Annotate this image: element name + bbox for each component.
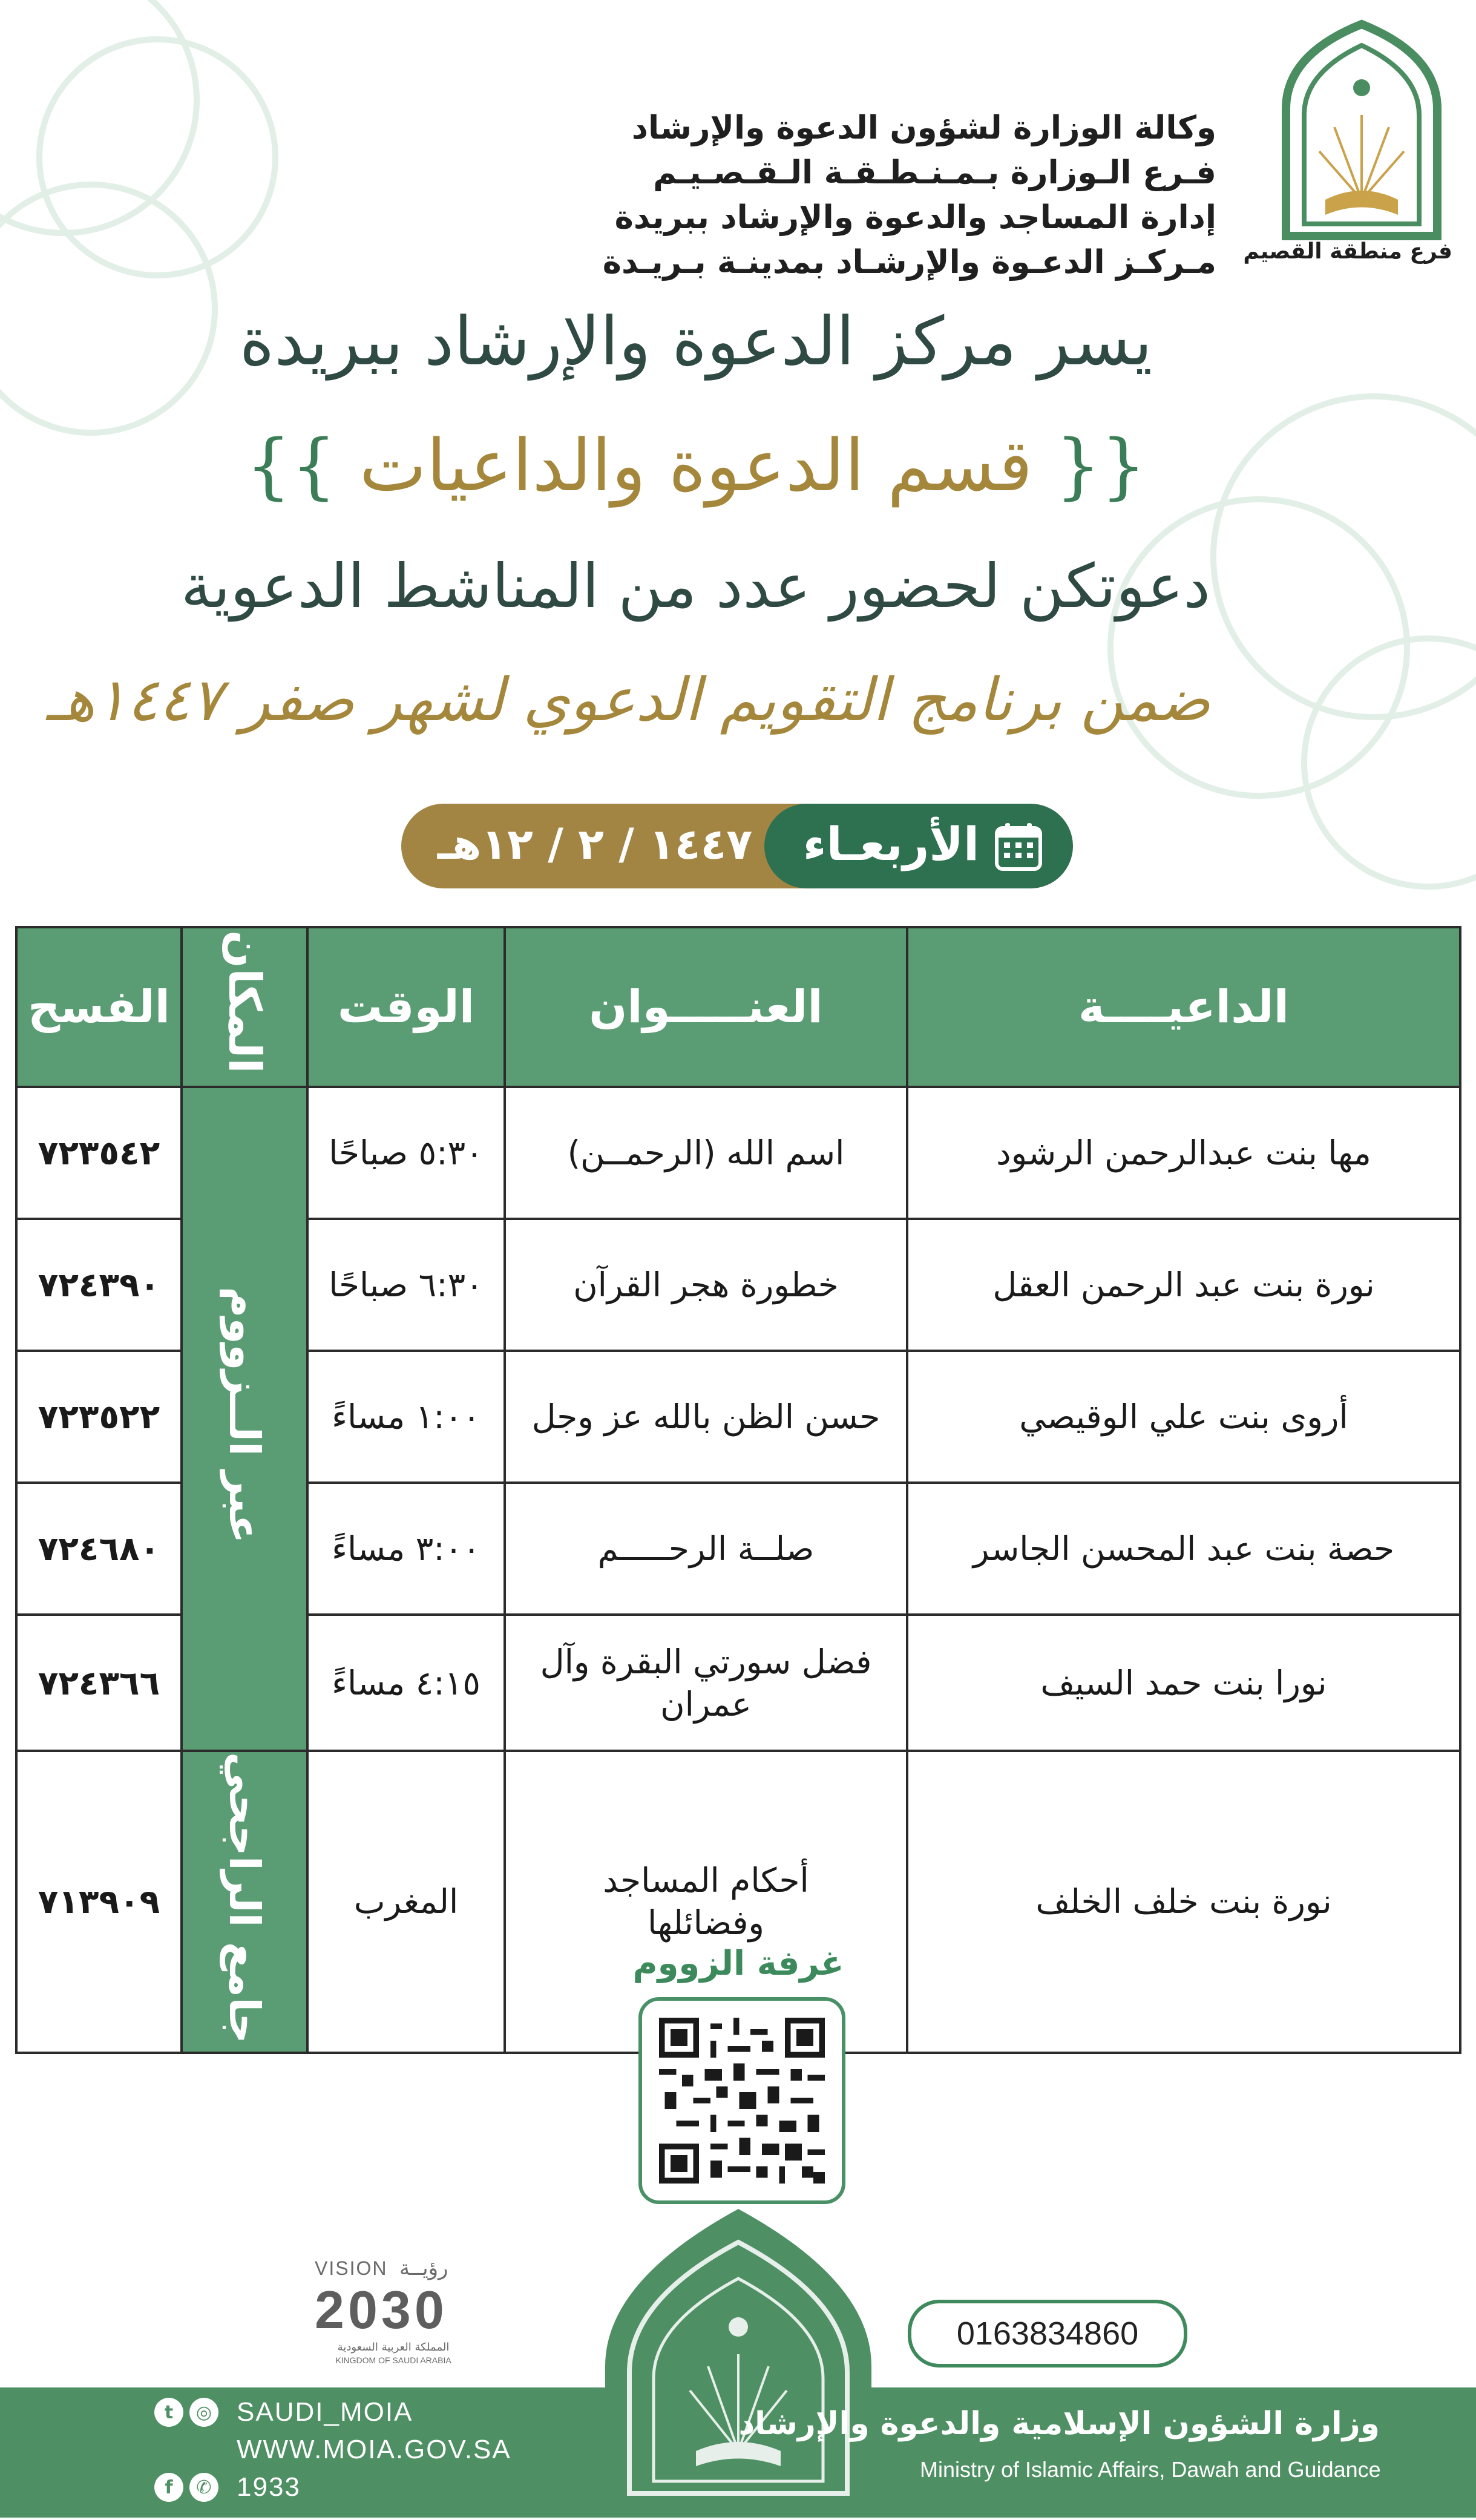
header-line: فـرع الـوزارة بـمـنـطـقـة الـقـصـيـم [653, 154, 1216, 191]
invitation-line-3: دعوتكن لحضور عدد من المناشط الدعوية [181, 551, 1210, 622]
cell-code: ٧٢٤٣٩٠ [16, 1219, 182, 1351]
header-code: الفسح [16, 927, 182, 1087]
day-badge [764, 804, 1073, 888]
cell-speaker: حصة بنت عبد المحسن الجاسر [907, 1483, 1460, 1615]
day-name: الأربعـاء [802, 817, 979, 871]
website-row[interactable] [154, 2431, 511, 2469]
header-place: المكان [182, 927, 307, 1087]
cell-code: ٧٢٤٦٨٠ [16, 1483, 182, 1615]
phone-icon: ✆ [189, 2473, 218, 2502]
cell-title: فضل سورتي البقرة وآل عمران [505, 1615, 907, 1751]
schedule-table [15, 926, 1461, 2054]
instagram-icon: ◎ [189, 2398, 218, 2427]
vision-sub-ar: المملكة العربية السعودية [337, 2341, 450, 2354]
header-line: وكالة الوزارة لشؤون الدعوة والإرشاد [631, 110, 1216, 146]
mosque-dome-icon [605, 2209, 871, 2518]
cell-code: ٧١٣٩٠٩ [16, 1751, 182, 2053]
brace-close: }} [246, 424, 337, 507]
cell-code: ٧٢٣٥٤٢ [16, 1087, 182, 1219]
phone-number[interactable]: 0163834860 [908, 2300, 1187, 2367]
calendar-icon [994, 822, 1043, 871]
ministry-logo [1243, 18, 1452, 272]
invitation-line-1: يسر مركز الدعوة والإرشاد ببريدة [239, 303, 1153, 380]
header-line: مـركـز الدعـوة والإرشـاد بمدينـة بـريـدة [602, 244, 1216, 281]
cell-title: اسم الله (الرحمــن) [505, 1087, 907, 1219]
header-time: الوقت [307, 927, 505, 1087]
call-number: 1933 [237, 2472, 301, 2502]
cell-code: ٧٢٣٥٢٢ [16, 1351, 182, 1483]
cell-time: ٦:٣٠ صباحًا [307, 1219, 505, 1351]
date-banner [401, 804, 1073, 888]
mosque-arch-icon [1243, 18, 1452, 272]
vision-2030-logo [315, 2257, 472, 2372]
cell-speaker: أروى بنت علي الوقيصي [907, 1351, 1460, 1483]
vision-sub-en: KINGDOM OF SAUDI ARABIA [335, 2355, 451, 2365]
zoom-room-label: غرفة الزووم [632, 1944, 844, 1983]
social-handle-row[interactable] [154, 2394, 511, 2431]
cell-speaker: نورة بنت خلف الخلف [907, 1751, 1460, 2053]
brace-open: {{ [1055, 424, 1146, 507]
cell-title: صلــة الرحـــــم [505, 1483, 907, 1615]
invitation-line-2 [182, 424, 1210, 507]
vision-year: 2030 [315, 2280, 448, 2340]
bottom-emblem [605, 2209, 871, 2518]
hijri-date: ١٤٤٧ / ٢ / ١٢هـ [437, 819, 753, 869]
cell-time: المغرب [307, 1751, 505, 2053]
logo-caption: فرع منطقة القصيم [1243, 239, 1452, 264]
cell-place-zoom: عبر الــزووم [182, 1087, 307, 1751]
cell-time: ٤:١٥ مساءً [307, 1615, 505, 1751]
website-link: WWW.MOIA.GOV.SA [237, 2435, 511, 2464]
invitation-line-4: ضمن برنامج التقويم الدعوي لشهر صفر ١٤٤٧هـ [46, 666, 1210, 735]
header-line: إدارة المساجد والدعوة والإرشاد ببريدة [614, 199, 1216, 236]
cell-title: أحكام المساجد وفضائلها [505, 1751, 907, 2053]
vision-word-en: VISION [315, 2257, 388, 2279]
twitter-icon: t [154, 2398, 183, 2427]
vision-word-ar: رؤيــة [399, 2256, 448, 2280]
cell-time: ٣:٠٠ مساءً [307, 1483, 505, 1615]
header-title: العنـــــوان [505, 927, 907, 1087]
zoom-qr-code[interactable] [638, 1997, 845, 2204]
cell-code: ٧٢٤٣٦٦ [16, 1615, 182, 1751]
social-links [154, 2394, 511, 2506]
cell-time: ١:٠٠ مساءً [307, 1351, 505, 1483]
department-name: قسم الدعوة والداعيات [359, 424, 1033, 507]
table-row [16, 1087, 1460, 1219]
cell-place-mosque: جامع الراجحي [182, 1751, 307, 2053]
qr-code-icon [659, 2018, 825, 2184]
cell-title: خطورة هجر القرآن [505, 1219, 907, 1351]
ministry-name-en: Ministry of Islamic Affairs, Dawah and Guidance [920, 2457, 1381, 2482]
ministry-name-ar: وزارة الشؤون الإسلامية والدعوة والإرشاد [738, 2406, 1380, 2442]
header-speaker: الداعيــــة [907, 927, 1460, 1087]
call-row[interactable] [154, 2469, 511, 2506]
cell-time: ٥:٣٠ صباحًا [307, 1087, 505, 1219]
cell-speaker: نورا بنت حمد السيف [907, 1615, 1460, 1751]
cell-title: حسن الظن بالله عز وجل [505, 1351, 907, 1483]
facebook-icon: f [154, 2473, 183, 2502]
header-organization [602, 106, 1216, 285]
cell-speaker: نورة بنت عبد الرحمن العقل [907, 1219, 1460, 1351]
table-header-row [16, 927, 1460, 1087]
cell-speaker: مها بنت عبدالرحمن الرشود [907, 1087, 1460, 1219]
social-handle: SAUDI_MOIA [237, 2397, 413, 2427]
